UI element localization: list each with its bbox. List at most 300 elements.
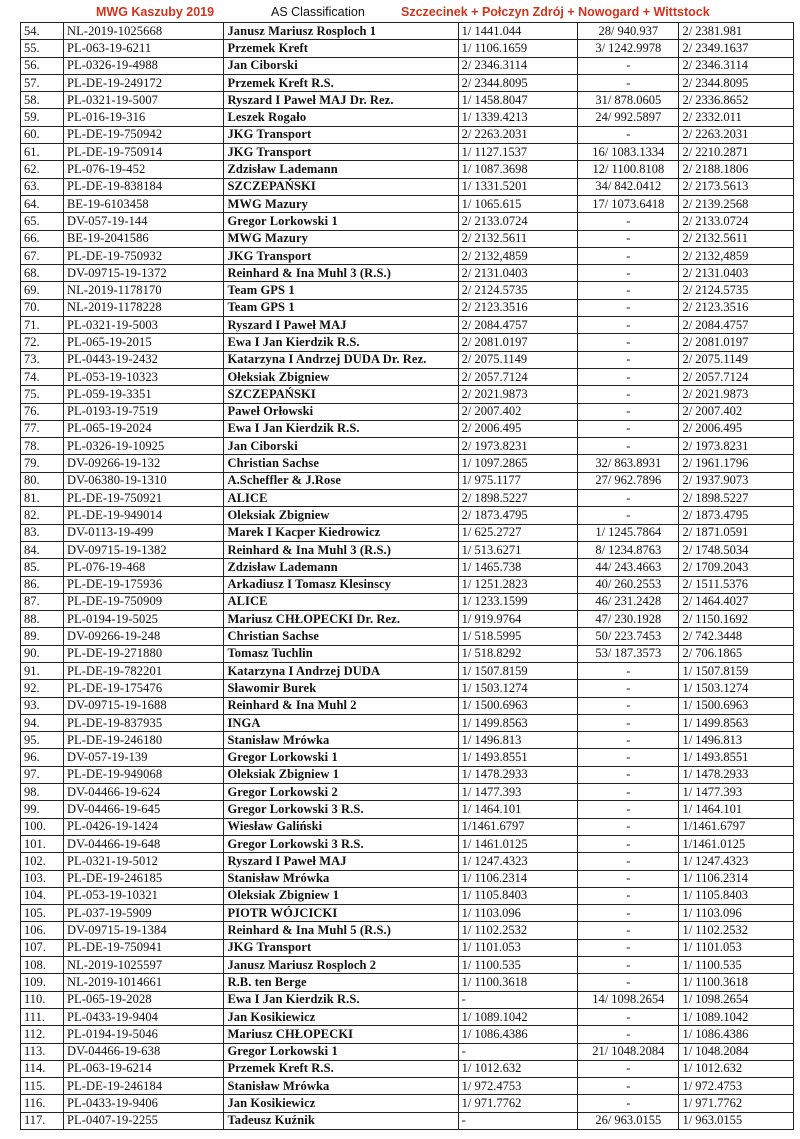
score-b-cell: 50/ 223.7453 [578,628,679,645]
fancier-name-cell: Gregor Lorkowski 1 [224,749,458,766]
ring-number-cell: NL-2019-1014661 [63,974,224,991]
ring-number-cell: PL-065-19-2015 [63,334,224,351]
score-a-cell: 1/ 1247.4323 [458,853,578,870]
rank-cell: 108. [21,957,64,974]
score-a-cell: 1/ 518.5995 [458,628,578,645]
total-score-cell: 1/ 1503.1274 [679,680,794,697]
total-score-cell: 2/ 2173.5613 [679,178,794,195]
ring-number-cell: DV-06380-19-1310 [63,472,224,489]
fancier-name-cell: Tomasz Tuchlin [224,645,458,662]
rank-cell: 100. [21,818,64,835]
score-a-cell: 2/ 2081.0197 [458,334,578,351]
score-b-cell: - [578,507,679,524]
fancier-name-cell: Janusz Mariusz Rosploch 1 [224,23,458,40]
table-row [21,1043,794,1060]
table-row [21,490,794,507]
score-b-cell: - [578,403,679,420]
total-score-cell: 2/ 2123.3516 [679,299,794,316]
fancier-name-cell: Reinhard & Ina Muhl 3 (R.S.) [224,265,458,282]
rank-cell: 79. [21,455,64,472]
table-row [21,1112,794,1129]
fancier-name-cell: MWG Mazury [224,195,458,212]
table-row [21,74,794,91]
rank-cell: 73. [21,351,64,368]
total-score-cell: 2/ 2139.2568 [679,195,794,212]
score-a-cell: 2/ 2133.0724 [458,213,578,230]
score-a-cell: 1/ 1477.393 [458,784,578,801]
ring-number-cell: PL-0321-19-5012 [63,853,224,870]
score-b-cell: - [578,714,679,731]
score-a-cell: 1/ 1464.101 [458,801,578,818]
table-row [21,611,794,628]
rank-cell: 72. [21,334,64,351]
fancier-name-cell: Stanisław Mrówka [224,870,458,887]
total-score-cell: 2/ 1464.4027 [679,593,794,610]
fancier-name-cell: Gregor Lorkowski 3 R.S. [224,835,458,852]
total-score-cell: 1/ 1507.8159 [679,662,794,679]
score-a-cell: 1/ 1106.2314 [458,870,578,887]
results-body [21,23,794,1130]
score-b-cell: 1/ 1245.7864 [578,524,679,541]
total-score-cell: 2/ 742.3448 [679,628,794,645]
rank-cell: 94. [21,714,64,731]
score-b-cell: 21/ 1048.2084 [578,1043,679,1060]
score-a-cell: - [458,1112,578,1129]
table-row [21,126,794,143]
table-row [21,230,794,247]
total-score-cell: 2/ 2075.1149 [679,351,794,368]
score-a-cell: 1/ 1503.1274 [458,680,578,697]
score-a-cell: 1/ 1441.044 [458,23,578,40]
score-b-cell: - [578,922,679,939]
rank-cell: 54. [21,23,64,40]
total-score-cell: 2/ 2210.2871 [679,144,794,161]
rank-cell: 97. [21,766,64,783]
score-a-cell: 2/ 2123.3516 [458,299,578,316]
rank-cell: 63. [21,178,64,195]
score-a-cell: 2/ 2263.2031 [458,126,578,143]
score-b-cell: - [578,299,679,316]
score-b-cell: 44/ 243.4663 [578,559,679,576]
score-a-cell: 2/ 2084.4757 [458,317,578,334]
ring-number-cell: PL-DE-19-246180 [63,732,224,749]
rank-cell: 76. [21,403,64,420]
score-b-cell: 12/ 1100.8108 [578,161,679,178]
total-score-cell: 2/ 2349.1637 [679,40,794,57]
table-row [21,749,794,766]
score-b-cell: 3/ 1242.9978 [578,40,679,57]
fancier-name-cell: R.B. ten Berge [224,974,458,991]
rank-cell: 68. [21,265,64,282]
rank-cell: 90. [21,645,64,662]
table-row [21,974,794,991]
score-a-cell: 2/ 2131.0403 [458,265,578,282]
score-b-cell: - [578,1095,679,1112]
score-a-cell: 1/ 1101.053 [458,939,578,956]
table-row [21,784,794,801]
score-a-cell: 1/ 1106.1659 [458,40,578,57]
rank-cell: 117. [21,1112,64,1129]
score-b-cell: - [578,835,679,852]
score-b-cell: - [578,905,679,922]
score-b-cell: - [578,282,679,299]
table-row [21,818,794,835]
rank-cell: 74. [21,368,64,385]
score-b-cell: - [578,438,679,455]
rank-cell: 61. [21,144,64,161]
total-score-cell: 1/ 1499.8563 [679,714,794,731]
fancier-name-cell: Ewa I Jan Kierdzik R.S. [224,420,458,437]
score-b-cell: - [578,870,679,887]
total-score-cell: 2/ 2188.1806 [679,161,794,178]
rank-cell: 67. [21,247,64,264]
rank-cell: 93. [21,697,64,714]
ring-number-cell: PL-DE-19-949014 [63,507,224,524]
table-row [21,801,794,818]
ring-number-cell: PL-063-19-6211 [63,40,224,57]
table-row [21,57,794,74]
rank-cell: 106. [21,922,64,939]
score-b-cell: - [578,1026,679,1043]
table-row [21,645,794,662]
rank-cell: 104. [21,887,64,904]
score-a-cell: 1/ 975.1177 [458,472,578,489]
score-a-cell: 1/ 1086.4386 [458,1026,578,1043]
fancier-name-cell: A.Scheffler & J.Rose [224,472,458,489]
ring-number-cell: DV-09715-19-1372 [63,265,224,282]
score-b-cell: 24/ 992.5897 [578,109,679,126]
ring-number-cell: NL-2019-1025597 [63,957,224,974]
score-a-cell: 1/ 1500.6963 [458,697,578,714]
total-score-cell: 2/ 2336.8652 [679,92,794,109]
events-label: Szczecinek + Połczyn Zdrój + Nowogard + Wittstock [401,5,710,19]
fancier-name-cell: Ewa I Jan Kierdzik R.S. [224,991,458,1008]
total-score-cell: 2/ 2084.4757 [679,317,794,334]
total-score-cell: 1/ 1500.6963 [679,697,794,714]
ring-number-cell: PL-DE-19-782201 [63,662,224,679]
table-row [21,593,794,610]
score-b-cell: - [578,939,679,956]
rank-cell: 80. [21,472,64,489]
ring-number-cell: PL-0194-19-5046 [63,1026,224,1043]
table-row [21,922,794,939]
score-b-cell: 8/ 1234.8763 [578,541,679,558]
ring-number-cell: PL-0193-19-7519 [63,403,224,420]
rank-cell: 77. [21,420,64,437]
score-a-cell: 1/ 1012.632 [458,1060,578,1077]
score-b-cell: 31/ 878.0605 [578,92,679,109]
table-row [21,282,794,299]
score-a-cell: 1/ 1100.3618 [458,974,578,991]
fancier-name-cell: Oleksiak Zbigniew 1 [224,887,458,904]
score-b-cell: - [578,974,679,991]
score-b-cell: - [578,351,679,368]
fancier-name-cell: Oleksiak Zbigniew 1 [224,766,458,783]
rank-cell: 88. [21,611,64,628]
ring-number-cell: DV-09715-19-1382 [63,541,224,558]
score-a-cell: 1/ 919.9764 [458,611,578,628]
table-row [21,524,794,541]
rank-cell: 71. [21,317,64,334]
rank-cell: 113. [21,1043,64,1060]
fancier-name-cell: Gregor Lorkowski 3 R.S. [224,801,458,818]
fancier-name-cell: JKG Transport [224,939,458,956]
ring-number-cell: PL-0433-19-9404 [63,1008,224,1025]
total-score-cell: 2/ 706.1865 [679,645,794,662]
race-title: MWG Kaszuby 2019 [96,5,215,19]
rank-cell: 116. [21,1095,64,1112]
score-a-cell: 1/ 518.8292 [458,645,578,662]
score-b-cell: - [578,784,679,801]
fancier-name-cell: Paweł Orłowski [224,403,458,420]
total-score-cell: 1/ 1106.2314 [679,870,794,887]
fancier-name-cell: Team GPS 1 [224,282,458,299]
total-score-cell: 2/ 2381.981 [679,23,794,40]
ring-number-cell: DV-04466-19-648 [63,835,224,852]
fancier-name-cell: Stanisław Mrówka [224,732,458,749]
ring-number-cell: PL-DE-19-837935 [63,714,224,731]
total-score-cell: 2/ 2133.0724 [679,213,794,230]
score-a-cell: 1/ 1461.0125 [458,835,578,852]
score-b-cell: - [578,213,679,230]
table-row [21,870,794,887]
fancier-name-cell: Reinhard & Ina Muhl 3 (R.S.) [224,541,458,558]
total-score-cell: 1/ 1478.2933 [679,766,794,783]
score-b-cell: 27/ 962.7896 [578,472,679,489]
score-a-cell: 1/ 1458.8047 [458,92,578,109]
rank-cell: 91. [21,662,64,679]
table-row [21,905,794,922]
table-row [21,957,794,974]
results-table [20,22,794,1130]
rank-cell: 60. [21,126,64,143]
total-score-cell: 2/ 2006.495 [679,420,794,437]
score-b-cell: - [578,853,679,870]
ring-number-cell: PL-DE-19-175476 [63,680,224,697]
score-a-cell: 1/ 1465.738 [458,559,578,576]
total-score-cell: 1/ 1012.632 [679,1060,794,1077]
table-row [21,317,794,334]
score-b-cell: - [578,420,679,437]
total-score-cell: 2/ 1973.8231 [679,438,794,455]
score-a-cell: 2/ 1973.8231 [458,438,578,455]
rank-cell: 75. [21,386,64,403]
table-row [21,887,794,904]
rank-cell: 105. [21,905,64,922]
table-row [21,438,794,455]
score-a-cell: 1/ 972.4753 [458,1078,578,1095]
score-b-cell: - [578,766,679,783]
total-score-cell: 2/ 2332.011 [679,109,794,126]
total-score-cell: 2/ 1871.0591 [679,524,794,541]
table-row [21,472,794,489]
table-row [21,541,794,558]
ring-number-cell: PL-037-19-5909 [63,905,224,922]
ring-number-cell: DV-04466-19-624 [63,784,224,801]
score-a-cell: 1/ 1499.8563 [458,714,578,731]
fancier-name-cell: ALICE [224,490,458,507]
score-b-cell: - [578,334,679,351]
ring-number-cell: DV-057-19-139 [63,749,224,766]
ring-number-cell: PL-063-19-6214 [63,1060,224,1077]
rank-cell: 99. [21,801,64,818]
rank-cell: 69. [21,282,64,299]
ring-number-cell: NL-2019-1025668 [63,23,224,40]
fancier-name-cell: JKG Transport [224,144,458,161]
ring-number-cell: PL-0194-19-5025 [63,611,224,628]
total-score-cell: 1/ 1496.813 [679,732,794,749]
score-a-cell: 1/ 1065.615 [458,195,578,212]
ring-number-cell: PL-0407-19-2255 [63,1112,224,1129]
rank-cell: 115. [21,1078,64,1095]
fancier-name-cell: Jan Ciborski [224,438,458,455]
ring-number-cell: PL-DE-19-175936 [63,576,224,593]
fancier-name-cell: MWG Mazury [224,230,458,247]
table-row [21,628,794,645]
total-score-cell: 2/ 2346.3114 [679,57,794,74]
table-row [21,161,794,178]
score-b-cell: 46/ 231.2428 [578,593,679,610]
rank-cell: 103. [21,870,64,887]
rank-cell: 81. [21,490,64,507]
table-row [21,386,794,403]
fancier-name-cell: Leszek Rogało [224,109,458,126]
table-row [21,92,794,109]
total-score-cell: 2/ 1961.1796 [679,455,794,472]
score-a-cell: 1/ 1251.2823 [458,576,578,593]
score-a-cell: 1/ 1478.2933 [458,766,578,783]
score-b-cell: - [578,126,679,143]
fancier-name-cell: Christian Sachse [224,455,458,472]
table-row [21,334,794,351]
total-score-cell: 2/ 1709.2043 [679,559,794,576]
fancier-name-cell: Wiesław Galiński [224,818,458,835]
ring-number-cell: NL-2019-1178170 [63,282,224,299]
rank-cell: 107. [21,939,64,956]
score-a-cell: 1/ 1127.1537 [458,144,578,161]
fancier-name-cell: Ryszard I Paweł MAJ [224,317,458,334]
fancier-name-cell: Zdzisław Lademann [224,559,458,576]
ring-number-cell: DV-09266-19-248 [63,628,224,645]
ring-number-cell: DV-04466-19-645 [63,801,224,818]
fancier-name-cell: Gregor Lorkowski 1 [224,213,458,230]
total-score-cell: 2/ 1873.4795 [679,507,794,524]
total-score-cell: 1/ 1048.2084 [679,1043,794,1060]
total-score-cell: 2/ 2021.9873 [679,386,794,403]
score-a-cell: 1/ 1089.1042 [458,1008,578,1025]
total-score-cell: 2/ 2057.7124 [679,368,794,385]
total-score-cell: 2/ 2263.2031 [679,126,794,143]
score-a-cell: 1/ 1102.2532 [458,922,578,939]
score-b-cell: 32/ 863.8931 [578,455,679,472]
score-a-cell: 2/ 2346.3114 [458,57,578,74]
score-a-cell: 2/ 2007.402 [458,403,578,420]
score-a-cell: 2/ 2075.1149 [458,351,578,368]
ring-number-cell: PL-059-19-3351 [63,386,224,403]
table-row [21,351,794,368]
total-score-cell: 1/1461.6797 [679,818,794,835]
page-header [0,0,800,22]
total-score-cell: 1/ 1098.2654 [679,991,794,1008]
score-b-cell: - [578,662,679,679]
score-b-cell: - [578,368,679,385]
fancier-name-cell: Przemek Kreft R.S. [224,1060,458,1077]
total-score-cell: 1/ 972.4753 [679,1078,794,1095]
ring-number-cell: PL-DE-19-750909 [63,593,224,610]
fancier-name-cell: PIOTR WÓJCICKI [224,905,458,922]
table-row [21,195,794,212]
ring-number-cell: PL-DE-19-750914 [63,144,224,161]
score-b-cell: - [578,247,679,264]
table-row [21,662,794,679]
score-a-cell: 1/ 971.7762 [458,1095,578,1112]
fancier-name-cell: SZCZEPAŃSKI [224,386,458,403]
rank-cell: 59. [21,109,64,126]
total-score-cell: 1/ 963.0155 [679,1112,794,1129]
fancier-name-cell: Arkadiusz I Tomasz Klesinscy [224,576,458,593]
table-row [21,109,794,126]
ring-number-cell: PL-016-19-316 [63,109,224,126]
rank-cell: 58. [21,92,64,109]
fancier-name-cell: Christian Sachse [224,628,458,645]
total-score-cell: 1/ 1086.4386 [679,1026,794,1043]
table-row [21,265,794,282]
score-a-cell: - [458,1043,578,1060]
fancier-name-cell: Przemek Kreft [224,40,458,57]
table-row [21,732,794,749]
fancier-name-cell: Gregor Lorkowski 2 [224,784,458,801]
score-a-cell: 1/ 1339.4213 [458,109,578,126]
rank-cell: 86. [21,576,64,593]
score-a-cell: 1/1461.6797 [458,818,578,835]
score-a-cell: 1/ 513.6271 [458,541,578,558]
table-row [21,714,794,731]
fancier-name-cell: Jan Ciborski [224,57,458,74]
total-score-cell: 2/ 1150.1692 [679,611,794,628]
score-b-cell: 47/ 230.1928 [578,611,679,628]
fancier-name-cell: Marek I Kacper Kiedrowicz [224,524,458,541]
table-row [21,403,794,420]
ring-number-cell: NL-2019-1178228 [63,299,224,316]
rank-cell: 101. [21,835,64,852]
score-b-cell: - [578,818,679,835]
score-a-cell: 2/ 2132,4859 [458,247,578,264]
fancier-name-cell: Team GPS 1 [224,299,458,316]
ring-number-cell: PL-0443-19-2432 [63,351,224,368]
rank-cell: 102. [21,853,64,870]
total-score-cell: 1/ 1100.3618 [679,974,794,991]
total-score-cell: 1/1461.0125 [679,835,794,852]
fancier-name-cell: Reinhard & Ina Muhl 2 [224,697,458,714]
ring-number-cell: PL-0433-19-9406 [63,1095,224,1112]
table-row [21,1095,794,1112]
score-b-cell: 14/ 1098.2654 [578,991,679,1008]
total-score-cell: 1/ 971.7762 [679,1095,794,1112]
fancier-name-cell: Reinhard & Ina Muhl 5 (R.S.) [224,922,458,939]
fancier-name-cell: INGA [224,714,458,731]
total-score-cell: 1/ 1100.535 [679,957,794,974]
ring-number-cell: DV-09266-19-132 [63,455,224,472]
table-row [21,1026,794,1043]
ring-number-cell: PL-DE-19-750942 [63,126,224,143]
rank-cell: 111. [21,1008,64,1025]
table-row [21,507,794,524]
score-a-cell: 1/ 1103.096 [458,905,578,922]
score-a-cell: 2/ 2057.7124 [458,368,578,385]
fancier-name-cell: Oleksiak Zbigniew [224,507,458,524]
fancier-name-cell: Ryszard I Paweł MAJ Dr. Rez. [224,92,458,109]
ring-number-cell: DV-09715-19-1688 [63,697,224,714]
